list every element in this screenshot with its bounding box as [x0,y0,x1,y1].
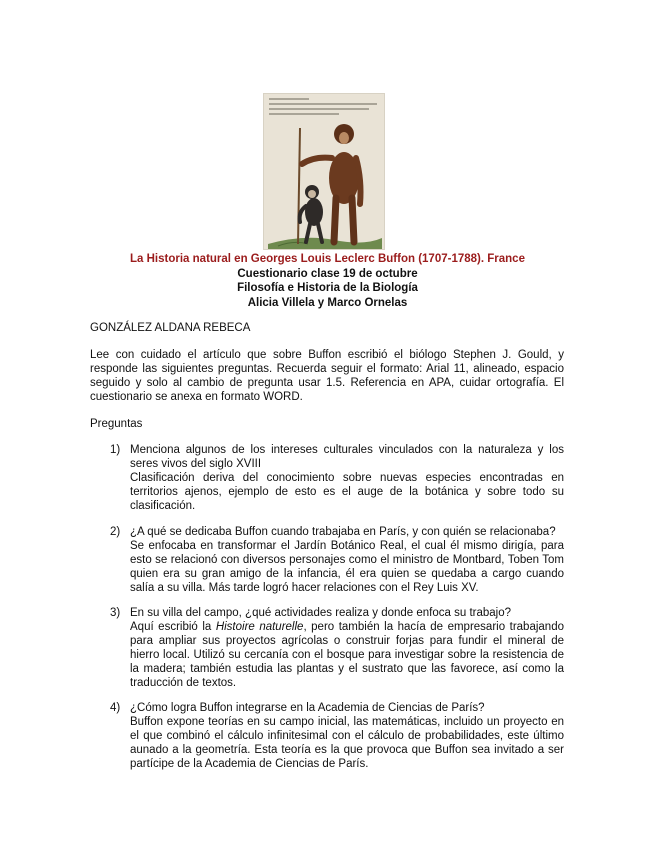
answer-text: Clasificación deriva del conocimiento sobre nuevas especies encontradas en territorios ajenos, ejemplo de esto es el auge de la botánica y sobre todo su clasificación. [130,472,564,512]
teachers-line: Alicia Villela y Marco Ornelas [247,296,408,309]
buffon-apes-illustration [263,93,385,250]
question-text: ¿Cómo logra Buffon integrarse en la Academia de Ciencias de París? [130,702,485,714]
question-item [110,443,564,513]
questions-heading: Preguntas [90,418,143,430]
question-number: 1) [110,444,121,456]
question-item [110,701,564,771]
question-text: En su villa del campo, ¿qué actividades realiza y donde enfoca su trabajo? [130,607,512,619]
question-item [110,525,564,595]
session-title: Cuestionario clase 19 de octubre [237,267,418,280]
question-number: 4) [110,702,121,714]
document-header [0,252,655,310]
question-text: Menciona algunos de los intereses culturales vinculados con la naturaleza y los seres vivos del siglo XVIII [130,444,564,470]
question-item [110,606,564,690]
answer-text: Buffon expone teorías en su campo inicial, las matemáticas, incluido un proyecto en el que combinó el cálculo infinitesimal con el cálculo de probabilidades, este último aunado a la geometría. Esta teoría es la que provoca que Buffon sea invitado a ser partícipe de la Academia de Ciencias de París. [130,716,564,770]
course-title: Filosofía e Historia de la Biología [237,282,418,294]
document-title: La Historia natural en Georges Louis Leclerc Buffon (1707-1788). France [130,253,525,265]
question-number: 3) [110,607,121,619]
question-number: 2) [110,526,121,538]
question-text: ¿A qué se dedicaba Buffon cuando trabajaba en París, y con quién se relacionaba? [130,526,556,538]
student-name: GONZÁLEZ ALDANA REBECA [90,322,251,334]
book-title: Histoire naturelle [215,621,304,633]
answer-text: Aquí escribió la Histoire naturelle, pero también la hacía de empresario trabajando para ampliar sus proyectos agrícolas o construir forjas para fundir el mineral de hierro local. Utilizó su cercanía con el bosque para investigar sobre la resistencia de la madera; también estudia las plantas y el sustrato que las favorece, así como la traducción de textos. [130,621,564,689]
answer-text: Se enfocaba en transformar el Jardín Botánico Real, el cual él mismo dirigía, para esto se relacionó con diversos personajes como el ministro de Montbard, Toben Tom quien era su gran amigo de la infancia, él era quien se quedaba a cargo cuando salía a su villa. Más tarde logró hacer relaciones con el Rey Luis XV. [130,540,564,594]
instructions-paragraph: Lee con cuidado el artículo que sobre Buffon escribió el biólogo Stephen J. Gould, y responde las siguientes preguntas. Recuerda seguir el formato: Arial 11, alineado, espacio seguido y solo al cambio de pregunta usar 1.5. Referencia en APA, cuidar ortografía. El cuestionario se anexa en formato WORD. [90,349,564,403]
apes-drawing [264,94,385,250]
